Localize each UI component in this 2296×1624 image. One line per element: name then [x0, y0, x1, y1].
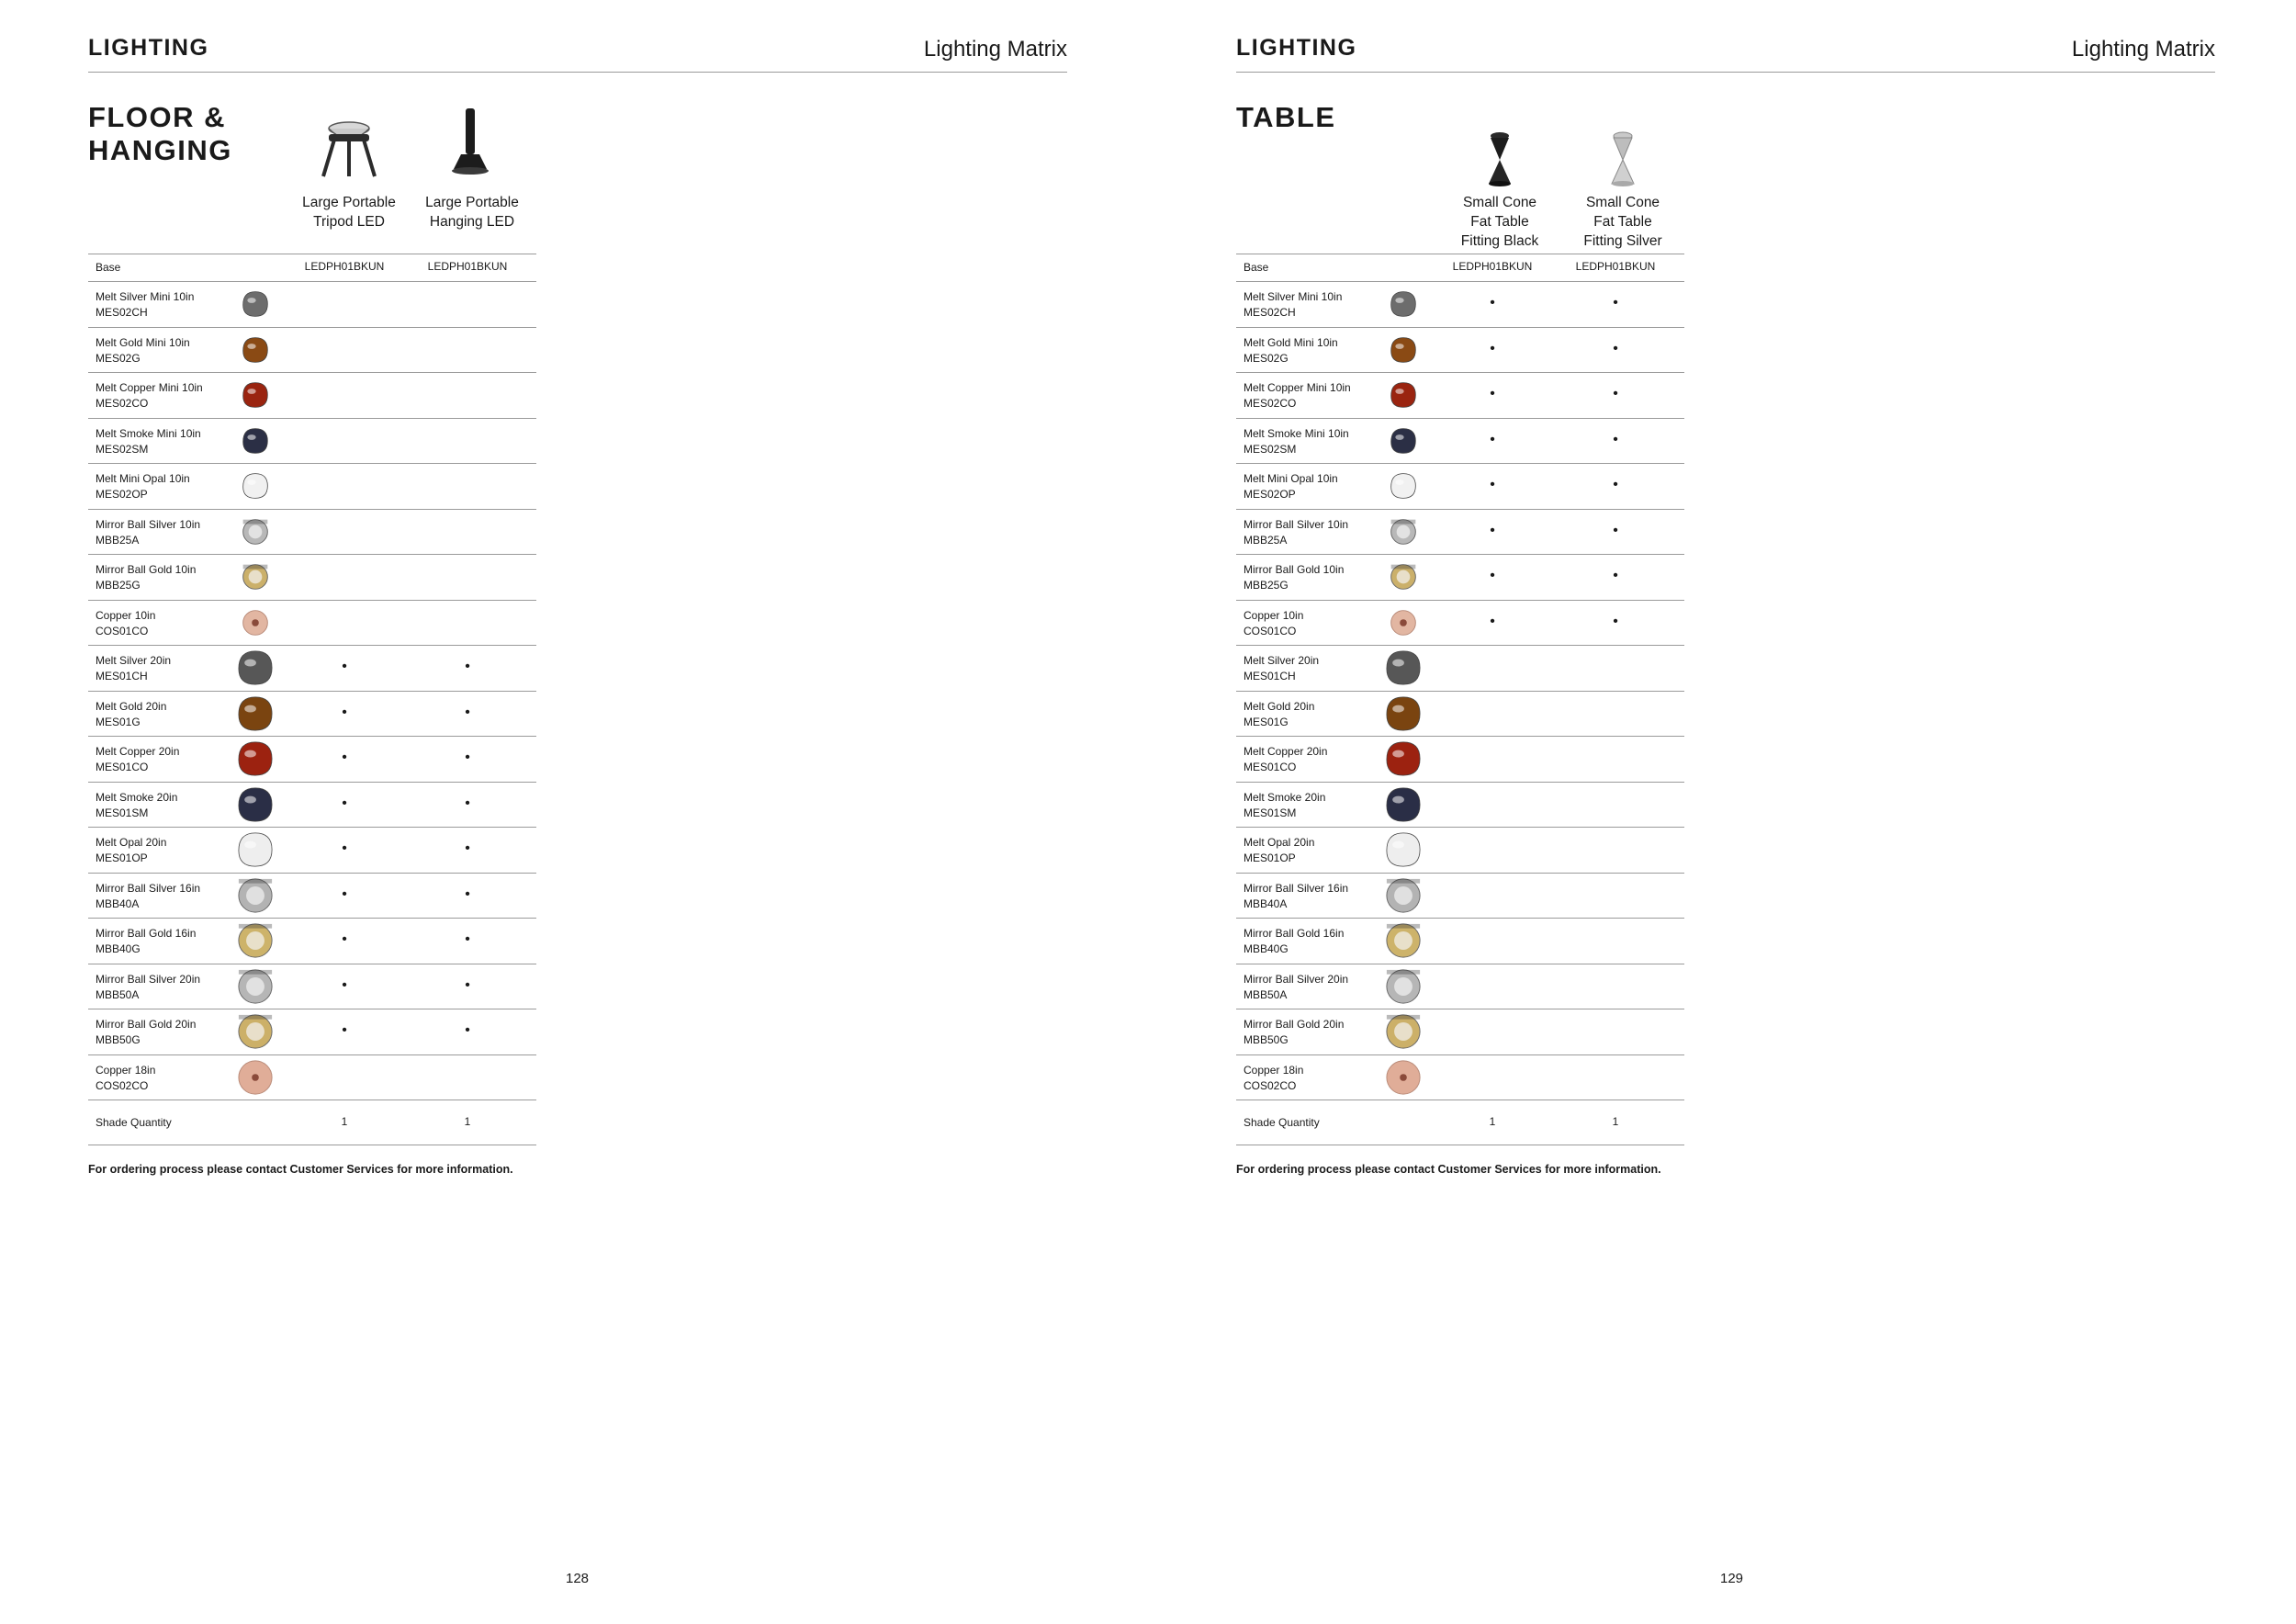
quantity-value: 1	[1489, 1115, 1496, 1128]
shade-name: Copper 10in	[96, 608, 156, 622]
shade-label	[96, 699, 166, 730]
shade-name: Melt Copper Mini 10in	[1244, 381, 1351, 394]
shade-code: MES02G	[1244, 351, 1289, 365]
shade-code: MBB25A	[1244, 533, 1288, 547]
table-row	[88, 509, 536, 555]
header-category: LIGHTING	[88, 35, 209, 61]
shade-label	[1244, 835, 1314, 866]
shade-code: MBB40A	[96, 897, 140, 910]
compatibility-mark: •	[465, 931, 470, 947]
table-row	[88, 827, 536, 873]
compatibility-mark: •	[1613, 431, 1618, 447]
shade-name: Melt Smoke 20in	[96, 790, 178, 804]
melt-opal-20-icon	[237, 831, 274, 868]
quantity-label: Shade Quantity	[96, 1116, 172, 1129]
shade-code: COS01CO	[1244, 624, 1297, 637]
table-row	[88, 281, 536, 327]
shade-code: MES01CO	[1244, 761, 1297, 773]
table-row	[1236, 281, 1684, 327]
copper-18-icon	[237, 1059, 274, 1096]
shade-label	[96, 881, 200, 912]
table-row	[88, 782, 536, 828]
shade-label	[96, 1017, 196, 1048]
base-label: Base	[96, 261, 121, 274]
shade-label	[1244, 608, 1303, 639]
shade-label	[96, 972, 200, 1003]
copper-18-icon	[1385, 1059, 1422, 1096]
table-row	[1236, 736, 1684, 782]
compatibility-mark: •	[1613, 522, 1618, 538]
shade-name: Mirror Ball Silver 20in	[96, 972, 201, 986]
cone-table-lamp-silver-icon	[1586, 129, 1660, 189]
melt-gold-20-icon	[1385, 695, 1422, 732]
table-row	[1236, 918, 1684, 964]
shade-code: MBB50A	[1244, 987, 1288, 1001]
shade-label	[1244, 881, 1348, 912]
compatibility-mark: •	[465, 750, 470, 765]
melt-gold-20-icon	[237, 695, 274, 732]
compatibility-mark: •	[1490, 340, 1495, 356]
mirror-ball-gold-16-icon	[237, 922, 274, 959]
compatibility-mark: •	[1613, 613, 1618, 629]
compatibility-table	[1236, 254, 1684, 1145]
shade-name: Copper 10in	[1244, 608, 1304, 622]
table-row	[1236, 509, 1684, 555]
shade-label	[1244, 1017, 1344, 1048]
compatibility-mark: •	[1490, 295, 1495, 310]
shade-label	[96, 835, 166, 866]
shade-name: Melt Mini Opal 10in	[1244, 472, 1338, 485]
shade-name: Mirror Ball Gold 10in	[1244, 563, 1345, 576]
compatibility-mark: •	[465, 885, 470, 902]
mirror-ball-silver-16-icon	[1385, 877, 1422, 914]
mirror-ball-silver-16-icon	[237, 877, 274, 914]
mirror-ball-silver-20-icon	[237, 968, 274, 1005]
page-right	[1148, 0, 2296, 1624]
shade-name: Melt Smoke 20in	[1244, 790, 1326, 804]
table-row	[1236, 372, 1684, 418]
compatibility-mark: •	[342, 795, 347, 811]
table-row	[88, 691, 536, 737]
compatibility-mark: •	[465, 1022, 470, 1038]
table-row	[1236, 1054, 1684, 1100]
shade-name: Mirror Ball Silver 16in	[96, 881, 201, 895]
mirror-ball-gold-10-icon	[237, 558, 274, 595]
melt-opal-mini-icon	[237, 468, 274, 504]
compatibility-mark: •	[465, 840, 470, 856]
compatibility-mark: •	[1490, 477, 1495, 492]
melt-smoke-20-icon	[237, 786, 274, 823]
page-number: 129	[1720, 1571, 1744, 1586]
shade-name: Melt Copper 20in	[96, 745, 180, 758]
cone-table-lamp-black-icon	[1463, 129, 1536, 189]
base-code: LEDPH01BKUN	[1452, 260, 1533, 273]
compatibility-mark: •	[342, 750, 347, 765]
shade-label	[96, 471, 190, 502]
mirror-ball-gold-20-icon	[1385, 1013, 1422, 1050]
header-category: LIGHTING	[1236, 35, 1357, 61]
shade-label	[96, 335, 190, 367]
shade-name: Melt Silver 20in	[96, 654, 172, 667]
compatibility-mark: •	[342, 885, 347, 902]
shade-label	[96, 426, 201, 457]
melt-gold-mini-icon	[1385, 332, 1422, 368]
tripod-lamp-icon	[312, 103, 386, 189]
melt-opal-20-icon	[1385, 831, 1422, 868]
mirror-ball-gold-16-icon	[1385, 922, 1422, 959]
table-row	[1236, 600, 1684, 646]
base-row	[88, 254, 536, 281]
shade-label	[96, 289, 194, 321]
product-name: Large Portable Hanging LED	[425, 195, 519, 230]
shade-name: Melt Gold 20in	[1244, 699, 1315, 713]
melt-smoke-mini-icon	[237, 423, 274, 459]
shade-name: Mirror Ball Gold 16in	[1244, 927, 1345, 940]
shade-code: MES02CO	[96, 397, 149, 410]
compatibility-mark: •	[1613, 295, 1618, 310]
copper-10-icon	[1385, 604, 1422, 641]
compatibility-mark: •	[1613, 477, 1618, 492]
shade-label	[96, 653, 171, 684]
hanging-lamp-icon	[435, 103, 509, 189]
shade-label	[1244, 562, 1344, 593]
compatibility-mark: •	[465, 704, 470, 720]
compatibility-mark: •	[342, 659, 347, 674]
melt-copper-mini-icon	[237, 377, 274, 413]
table-row	[1236, 782, 1684, 828]
shade-name: Melt Silver 20in	[1244, 654, 1320, 667]
shade-code: MBB25A	[96, 533, 140, 547]
shade-code: MES02OP	[96, 488, 148, 501]
shade-label	[1244, 517, 1348, 548]
mirror-ball-gold-10-icon	[1385, 558, 1422, 595]
shade-code: COS02CO	[1244, 1078, 1297, 1092]
table-row	[1236, 873, 1684, 919]
product-name: Small Cone Fat Table Fitting Black	[1460, 195, 1539, 249]
shade-label	[96, 517, 200, 548]
melt-opal-mini-icon	[1385, 468, 1422, 504]
melt-copper-mini-icon	[1385, 377, 1422, 413]
header-title: Lighting Matrix	[2071, 37, 2215, 62]
table-row	[1236, 691, 1684, 737]
shade-label	[1244, 380, 1351, 412]
shade-code: MES02CH	[1244, 306, 1296, 319]
shade-code: COS01CO	[96, 624, 149, 637]
melt-copper-20-icon	[1385, 740, 1422, 777]
shade-label	[96, 744, 179, 775]
page-header	[88, 35, 1067, 73]
melt-silver-mini-icon	[237, 286, 274, 322]
table-row	[88, 873, 536, 919]
shade-code: MES02SM	[96, 442, 149, 456]
shade-name: Melt Silver Mini 10in	[96, 290, 195, 303]
shade-label	[1244, 972, 1348, 1003]
shade-code: MES02CH	[96, 306, 148, 319]
shade-name: Melt Mini Opal 10in	[96, 472, 190, 485]
shade-label	[1244, 653, 1319, 684]
shade-name: Mirror Ball Silver 10in	[96, 517, 201, 531]
shade-quantity-row	[1236, 1100, 1684, 1145]
compatibility-mark: •	[342, 1022, 347, 1038]
footnote: For ordering process please contact Customer Services for more information.	[88, 1163, 513, 1176]
mirror-ball-silver-10-icon	[237, 513, 274, 550]
quantity-label: Shade Quantity	[1244, 1116, 1320, 1129]
compatibility-mark: •	[1490, 613, 1495, 629]
melt-copper-20-icon	[237, 740, 274, 777]
mirror-ball-silver-20-icon	[1385, 968, 1422, 1005]
compatibility-mark: •	[465, 659, 470, 674]
shade-name: Melt Opal 20in	[96, 836, 167, 849]
shade-code: MBB50A	[96, 987, 140, 1001]
shade-code: MES02SM	[1244, 442, 1297, 456]
melt-silver-20-icon	[1385, 649, 1422, 686]
shade-name: Melt Smoke Mini 10in	[1244, 426, 1349, 440]
melt-silver-20-icon	[237, 649, 274, 686]
shade-code: MES01CH	[1244, 670, 1296, 682]
shade-code: MBB50G	[1244, 1033, 1289, 1046]
shade-code: MES01SM	[1244, 806, 1297, 819]
shade-label	[96, 380, 203, 412]
product-name: Large Portable Tripod LED	[302, 195, 396, 230]
shade-code: MES01SM	[96, 806, 149, 819]
base-code: LEDPH01BKUN	[304, 260, 385, 273]
shade-name: Mirror Ball Silver 16in	[1244, 881, 1349, 895]
shade-name: Copper 18in	[1244, 1063, 1304, 1077]
quantity-value: 1	[341, 1115, 348, 1128]
shade-label	[96, 790, 177, 821]
shade-label	[1244, 1063, 1303, 1094]
section-title: FLOOR & HANGING	[88, 101, 232, 166]
shade-name: Melt Silver Mini 10in	[1244, 290, 1343, 303]
shade-name: Melt Gold Mini 10in	[96, 335, 190, 349]
table-row	[88, 918, 536, 964]
quantity-value: 1	[1612, 1115, 1619, 1128]
shade-label	[1244, 699, 1314, 730]
shade-label	[1244, 289, 1342, 321]
shade-quantity-row	[88, 1100, 536, 1145]
base-code: LEDPH01BKUN	[1575, 260, 1656, 273]
compatibility-mark: •	[342, 931, 347, 947]
shade-code: MES01OP	[96, 851, 148, 864]
quantity-value: 1	[464, 1115, 471, 1128]
shade-name: Mirror Ball Gold 16in	[96, 927, 197, 940]
compatibility-mark: •	[1490, 431, 1495, 447]
shade-label	[1244, 471, 1338, 502]
shade-name: Melt Opal 20in	[1244, 836, 1315, 849]
shade-code: MES02CO	[1244, 397, 1297, 410]
shade-label	[1244, 790, 1325, 821]
shade-name: Mirror Ball Gold 20in	[96, 1018, 197, 1031]
shade-label	[96, 926, 196, 957]
table-row	[88, 327, 536, 373]
melt-silver-mini-icon	[1385, 286, 1422, 322]
compatibility-mark: •	[342, 840, 347, 856]
shade-code: MES02G	[96, 351, 141, 365]
footnote: For ordering process please contact Customer Services for more information.	[1236, 1163, 1661, 1176]
shade-code: MBB40A	[1244, 897, 1288, 910]
shade-name: Melt Copper Mini 10in	[96, 381, 203, 394]
shade-code: COS02CO	[96, 1078, 149, 1092]
compatibility-mark: •	[342, 976, 347, 993]
table-row	[88, 645, 536, 691]
shade-label	[96, 1063, 155, 1094]
compatibility-mark: •	[1613, 568, 1618, 583]
table-row	[1236, 964, 1684, 1009]
compatibility-mark: •	[465, 976, 470, 993]
table-row	[88, 372, 536, 418]
compatibility-mark: •	[1613, 340, 1618, 356]
table-row	[88, 1054, 536, 1100]
table-row	[1236, 645, 1684, 691]
section-title: TABLE	[1236, 101, 1336, 133]
table-row	[1236, 463, 1684, 509]
base-label: Base	[1244, 261, 1269, 274]
shade-label	[96, 608, 155, 639]
table-row	[88, 600, 536, 646]
compatibility-table	[88, 254, 536, 1145]
shade-name: Melt Gold Mini 10in	[1244, 335, 1338, 349]
table-row	[1236, 827, 1684, 873]
shade-code: MBB40G	[1244, 942, 1289, 955]
shade-label	[1244, 744, 1327, 775]
table-row	[88, 463, 536, 509]
copper-10-icon	[237, 604, 274, 641]
melt-gold-mini-icon	[237, 332, 274, 368]
base-code: LEDPH01BKUN	[427, 260, 508, 273]
compatibility-mark: •	[1613, 386, 1618, 401]
compatibility-mark: •	[1490, 568, 1495, 583]
shade-code: MES01CH	[96, 670, 148, 682]
shade-code: MBB25G	[1244, 579, 1289, 592]
shade-name: Mirror Ball Silver 20in	[1244, 972, 1349, 986]
table-row	[88, 964, 536, 1009]
table-row	[88, 1009, 536, 1054]
table-row	[1236, 554, 1684, 600]
shade-label	[96, 562, 196, 593]
table-row	[1236, 327, 1684, 373]
compatibility-mark: •	[1490, 386, 1495, 401]
melt-smoke-mini-icon	[1385, 423, 1422, 459]
shade-code: MES01CO	[96, 761, 149, 773]
table-row	[88, 736, 536, 782]
table-row	[1236, 1009, 1684, 1054]
shade-code: MES02OP	[1244, 488, 1296, 501]
compatibility-mark: •	[342, 704, 347, 720]
shade-code: MBB40G	[96, 942, 141, 955]
shade-name: Mirror Ball Gold 10in	[96, 563, 197, 576]
shade-name: Mirror Ball Gold 20in	[1244, 1018, 1345, 1031]
mirror-ball-silver-10-icon	[1385, 513, 1422, 550]
shade-name: Melt Smoke Mini 10in	[96, 426, 201, 440]
shade-name: Melt Gold 20in	[96, 699, 167, 713]
shade-code: MES01OP	[1244, 851, 1296, 864]
shade-name: Mirror Ball Silver 10in	[1244, 517, 1349, 531]
compatibility-mark: •	[465, 795, 470, 811]
shade-name: Copper 18in	[96, 1063, 156, 1077]
page-header	[1236, 35, 2215, 73]
shade-code: MBB25G	[96, 579, 141, 592]
page-number: 128	[566, 1571, 590, 1586]
table-row	[88, 554, 536, 600]
shade-code: MES01G	[1244, 715, 1289, 728]
shade-label	[1244, 926, 1344, 957]
shade-code: MBB50G	[96, 1033, 141, 1046]
header-title: Lighting Matrix	[923, 37, 1067, 62]
shade-code: MES01G	[96, 715, 141, 728]
shade-label	[1244, 335, 1338, 367]
product-name: Small Cone Fat Table Fitting Silver	[1583, 195, 1662, 249]
melt-smoke-20-icon	[1385, 786, 1422, 823]
mirror-ball-gold-20-icon	[237, 1013, 274, 1050]
compatibility-mark: •	[1490, 522, 1495, 538]
table-row	[1236, 418, 1684, 464]
base-row	[1236, 254, 1684, 281]
table-row	[88, 418, 536, 464]
shade-label	[1244, 426, 1349, 457]
shade-name: Melt Copper 20in	[1244, 745, 1328, 758]
